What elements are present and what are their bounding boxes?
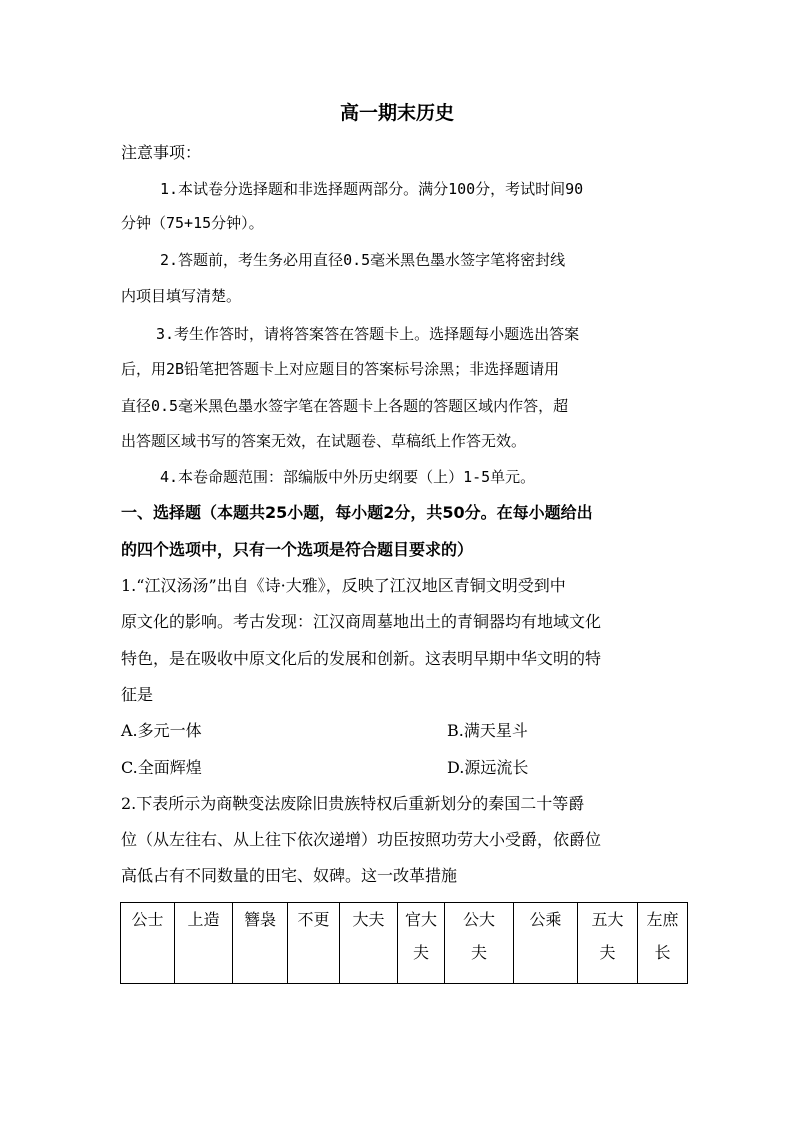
note-line: 4.本卷命题范围：部编版中外历史纲要（上）1-5单元。 bbox=[160, 468, 536, 486]
question-2-text: 位（从左往右、从上往下依次递增）功臣按照功劳大小受爵，依爵位 bbox=[121, 830, 602, 849]
table-cell: 簪袅 bbox=[233, 903, 288, 984]
page-title: 高一期末历史 bbox=[339, 102, 454, 124]
note-line: 分钟（75+15分钟）。 bbox=[121, 214, 264, 232]
section-heading: 的四个选项中，只有一个选项是符合题目要求的） bbox=[121, 540, 474, 559]
table-cell: 官大 夫 bbox=[398, 903, 445, 984]
note-line: 内项目填写清楚。 bbox=[121, 287, 242, 305]
question-2-text: 2.下表所示为商鞅变法废除旧贵族特权后重新划分的秦国二十等爵 bbox=[121, 794, 585, 813]
table-cell: 左庶 长 bbox=[638, 903, 688, 984]
option-d: D.源远流长 bbox=[447, 758, 529, 777]
option-c: C.全面辉煌 bbox=[121, 758, 202, 777]
note-line: 出答题区域书写的答案无效，在试题卷、草稿纸上作答无效。 bbox=[121, 432, 527, 450]
question-1-text: 特色，是在吸收中原文化后的发展和创新。这表明早期中华文明的特 bbox=[121, 649, 602, 668]
table-cell: 五大 夫 bbox=[578, 903, 638, 984]
table-cell: 不更 bbox=[288, 903, 340, 984]
question-1-text: 征是 bbox=[121, 685, 154, 704]
note-line: 3.考生作答时，请将答案答在答题卡上。选择题每小题选出答案 bbox=[156, 325, 580, 343]
table-cell: 大夫 bbox=[340, 903, 398, 984]
section-heading: 一、选择题（本题共25小题，每小题2分，共50分。在每小题给出 bbox=[121, 503, 593, 522]
note-line: 1.本试卷分选择题和非选择题两部分。满分100分，考试时间90 bbox=[160, 180, 584, 198]
question-2-text: 高低占有不同数量的田宅、奴碑。这一改革措施 bbox=[121, 866, 458, 885]
question-1-text: 原文化的影响。考古发现：江汉商周墓地出土的青铜器均有地域文化 bbox=[121, 612, 602, 631]
note-line: 后，用2B铅笔把答题卡上对应题目的答案标号涂黑；非选择题请用 bbox=[121, 360, 560, 378]
question-1-text: 1.“江汉汤汤”出自《诗·大雅》，反映了江汉地区青铜文明受到中 bbox=[121, 576, 566, 595]
option-a: A.多元一体 bbox=[121, 721, 202, 740]
note-line: 直径0.5毫米黑色墨水签字笔在答题卡上各题的答题区域内作答，超 bbox=[121, 397, 569, 415]
option-b: B.满天星斗 bbox=[447, 721, 528, 740]
table-row bbox=[121, 903, 688, 984]
table-cell: 上造 bbox=[175, 903, 233, 984]
table-cell: 公乘 bbox=[514, 903, 578, 984]
table-cell: 公大 夫 bbox=[445, 903, 514, 984]
rank-table bbox=[120, 902, 688, 984]
notes-heading: 注意事项： bbox=[121, 143, 202, 162]
table-cell: 公士 bbox=[121, 903, 175, 984]
note-line: 2.答题前，考生务必用直径0.5毫米黑色墨水签字笔将密封线 bbox=[160, 251, 566, 269]
